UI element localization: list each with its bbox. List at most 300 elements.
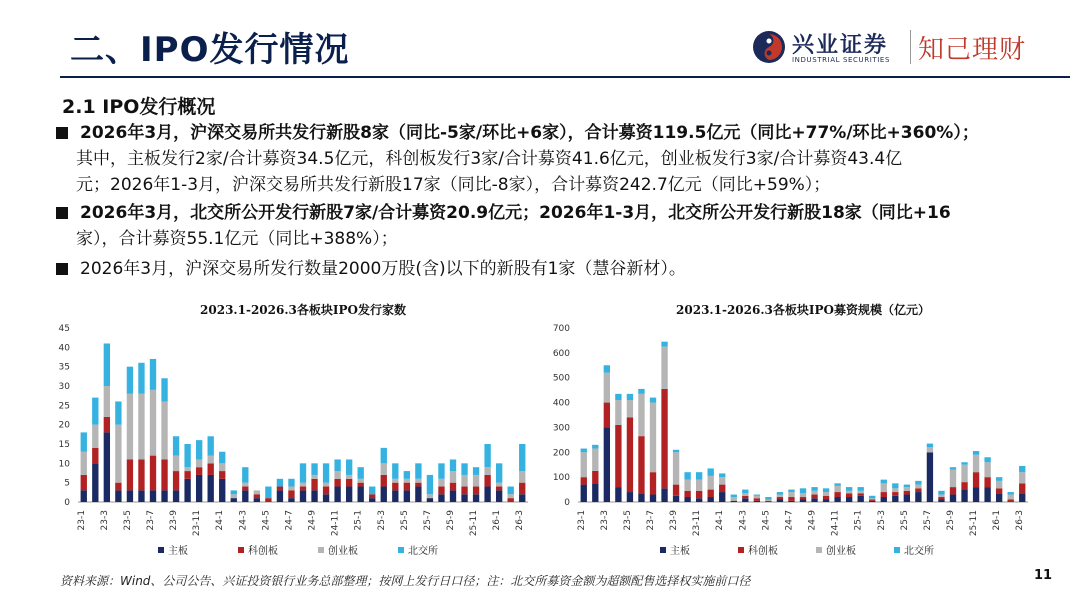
- bar-segment: [127, 367, 133, 394]
- bar-segment: [277, 487, 283, 491]
- bar-segment: [415, 483, 421, 487]
- bullet-square-icon: [56, 127, 68, 139]
- bar-segment: [811, 487, 817, 491]
- bar-segment: [754, 496, 760, 498]
- bar-segment: [173, 456, 179, 471]
- bar-segment: [369, 494, 375, 498]
- bar-segment: [661, 488, 667, 502]
- bar-segment: [1008, 495, 1014, 500]
- y-tick-label: 5: [64, 478, 70, 489]
- bar-segment: [346, 479, 352, 487]
- bar-segment: [684, 480, 690, 491]
- bar-segment: [1019, 483, 1025, 493]
- bar-segment: [765, 497, 771, 499]
- bar-segment: [254, 490, 260, 494]
- bar-segment: [381, 475, 387, 487]
- bar-segment: [731, 495, 737, 497]
- legend-swatch: [398, 547, 404, 553]
- bar-segment: [731, 501, 737, 502]
- bar-segment: [892, 483, 898, 488]
- bar-segment: [788, 497, 794, 501]
- bar-segment: [311, 479, 317, 491]
- bullet-square-icon: [56, 207, 68, 219]
- bar-segment: [708, 490, 714, 497]
- bar-segment: [1008, 492, 1014, 494]
- y-tick-label: 35: [58, 362, 70, 373]
- bar-segment: [892, 492, 898, 496]
- legend-label: 科创板: [248, 546, 278, 557]
- bar-segment: [219, 471, 225, 479]
- bar-segment: [173, 471, 179, 490]
- bar-segment: [765, 500, 771, 501]
- bar-segment: [254, 498, 260, 502]
- bar-segment: [800, 497, 806, 499]
- bar-segment: [334, 471, 340, 479]
- bar-segment: [858, 493, 864, 495]
- bar-segment: [415, 463, 421, 478]
- bar-segment: [104, 386, 110, 417]
- bar-segment: [427, 475, 433, 494]
- ipo-count-chart: [40, 296, 540, 566]
- bar-segment: [104, 343, 110, 386]
- bar-segment: [834, 486, 840, 492]
- bar-segment: [219, 463, 225, 471]
- x-tick-label: 25-3: [376, 510, 387, 531]
- bar-segment: [788, 490, 794, 492]
- x-tick-label: 23-9: [169, 510, 180, 531]
- x-tick-label: 24-11: [330, 510, 341, 537]
- bar-segment: [242, 490, 248, 502]
- bar-segment: [461, 494, 467, 502]
- bar-segment: [1008, 500, 1014, 502]
- bar-segment: [311, 475, 317, 479]
- bar-segment: [450, 471, 456, 483]
- y-tick-label: 700: [552, 324, 570, 334]
- bar-segment: [334, 459, 340, 471]
- bar-segment: [473, 494, 479, 502]
- bar-segment: [254, 494, 260, 498]
- bar-segment: [150, 456, 156, 491]
- chart-title: 2023.1-2026.3各板块IPO募资规模（亿元）: [676, 303, 930, 317]
- bar-segment: [196, 440, 202, 459]
- legend-label: 北交所: [904, 546, 934, 557]
- bar-segment: [858, 491, 864, 493]
- y-tick-label: 500: [552, 373, 570, 384]
- bar-segment: [708, 497, 714, 502]
- x-tick-label: 25-1: [853, 510, 864, 531]
- logo-english-name: INDUSTRIAL SECURITIES: [792, 56, 890, 64]
- bar-segment: [650, 398, 656, 403]
- bar-segment: [450, 483, 456, 491]
- bar-segment: [334, 479, 340, 487]
- bar-segment: [208, 456, 214, 464]
- bullet-line: 家），合计募资55.1亿元（同比+388%）；: [76, 229, 398, 249]
- bar-segment: [754, 501, 760, 502]
- bar-segment: [638, 493, 644, 502]
- y-tick-label: 40: [58, 343, 70, 354]
- y-tick-label: 100: [552, 473, 570, 484]
- bar-segment: [938, 500, 944, 502]
- x-tick-label: 25-5: [899, 510, 910, 531]
- y-tick-label: 30: [58, 382, 70, 392]
- bar-segment: [334, 487, 340, 502]
- bar-segment: [150, 390, 156, 456]
- bar-segment: [708, 476, 714, 490]
- bar-segment: [138, 363, 144, 394]
- bar-segment: [231, 490, 237, 494]
- bar-segment: [127, 490, 133, 502]
- bar-segment: [673, 450, 679, 452]
- bar-segment: [661, 347, 667, 389]
- x-tick-label: 26-3: [515, 510, 526, 531]
- bar-segment: [438, 494, 444, 502]
- y-tick-label: 600: [552, 348, 570, 359]
- bar-segment: [150, 359, 156, 390]
- bar-segment: [881, 483, 887, 492]
- bar-segment: [604, 427, 610, 502]
- bar-segment: [461, 487, 467, 495]
- logo-chinese-name: 兴业证券: [792, 33, 889, 58]
- bar-segment: [115, 425, 121, 483]
- bar-segment: [346, 475, 352, 479]
- bar-segment: [869, 500, 875, 501]
- bar-segment: [358, 467, 364, 479]
- bar-segment: [684, 497, 690, 502]
- x-tick-label: 24-5: [261, 510, 272, 531]
- bar-segment: [696, 472, 702, 479]
- bar-segment: [984, 462, 990, 477]
- bar-segment: [742, 493, 748, 495]
- bar-segment: [858, 496, 864, 502]
- bar-segment: [904, 485, 910, 487]
- bar-segment: [881, 492, 887, 497]
- bar-segment: [708, 468, 714, 475]
- y-tick-label: 10: [58, 459, 70, 470]
- bar-segment: [615, 394, 621, 400]
- bar-segment: [592, 471, 598, 483]
- bar-segment: [358, 479, 364, 483]
- bar-segment: [323, 483, 329, 487]
- x-tick-label: 25-9: [446, 510, 456, 531]
- bar-segment: [484, 444, 490, 467]
- bar-segment: [288, 487, 294, 491]
- bar-segment: [627, 400, 633, 417]
- bar-segment: [161, 459, 167, 490]
- bar-segment: [615, 400, 621, 425]
- bar-segment: [438, 479, 444, 487]
- bar-segment: [81, 490, 87, 502]
- x-tick-label: 24-11: [830, 510, 841, 537]
- bar-segment: [696, 491, 702, 498]
- bar-segment: [173, 436, 179, 455]
- bullet-point: [56, 120, 1072, 198]
- bar-segment: [519, 494, 525, 502]
- bar-segment: [242, 483, 248, 487]
- bar-segment: [184, 479, 190, 502]
- bar-segment: [323, 463, 329, 482]
- bar-segment: [496, 490, 502, 502]
- bar-segment: [473, 475, 479, 487]
- bar-segment: [811, 498, 817, 502]
- x-tick-label: 23-1: [576, 510, 587, 531]
- bar-segment: [184, 467, 190, 471]
- bar-segment: [104, 432, 110, 502]
- x-tick-label: 24-3: [238, 510, 249, 531]
- bar-segment: [81, 432, 87, 451]
- bar-segment: [961, 465, 967, 482]
- bar-segment: [1019, 472, 1025, 483]
- bar-segment: [604, 403, 610, 428]
- bar-segment: [742, 496, 748, 498]
- bar-segment: [638, 394, 644, 436]
- bar-segment: [765, 501, 771, 502]
- legend-swatch: [238, 547, 244, 553]
- bar-segment: [161, 378, 167, 401]
- bar-segment: [115, 401, 121, 424]
- bar-segment: [369, 487, 375, 495]
- bar-segment: [127, 394, 133, 460]
- bar-segment: [127, 459, 133, 490]
- bar-segment: [673, 485, 679, 496]
- bar-segment: [777, 492, 783, 494]
- bar-segment: [950, 467, 956, 469]
- bar-segment: [742, 498, 748, 502]
- bar-segment: [719, 485, 725, 492]
- bar-segment: [404, 490, 410, 502]
- bar-segment: [581, 477, 587, 484]
- bar-segment: [81, 452, 87, 475]
- bar-segment: [415, 479, 421, 483]
- bar-segment: [834, 492, 840, 497]
- bar-segment: [288, 490, 294, 498]
- bar-segment: [508, 494, 514, 498]
- bar-segment: [81, 475, 87, 490]
- bar-segment: [696, 498, 702, 502]
- legend-swatch: [660, 547, 666, 553]
- x-tick-label: 25-5: [399, 510, 410, 531]
- bar-segment: [869, 501, 875, 502]
- bar-segment: [996, 488, 1002, 493]
- y-tick-label: 20: [58, 420, 70, 431]
- bar-segment: [381, 448, 387, 463]
- x-tick-label: 24-9: [807, 510, 818, 531]
- ipo-count-chart-svg: [40, 296, 540, 566]
- bar-segment: [858, 487, 864, 491]
- bar-segment: [927, 447, 933, 452]
- x-tick-label: 23-3: [599, 510, 610, 531]
- bar-segment: [92, 448, 98, 463]
- x-tick-label: 23-7: [146, 510, 156, 531]
- bar-segment: [484, 475, 490, 487]
- x-tick-label: 26-1: [992, 510, 1003, 531]
- y-tick-label: 45: [58, 324, 70, 334]
- bar-segment: [358, 487, 364, 502]
- bar-segment: [581, 485, 587, 502]
- bar-segment: [219, 479, 225, 502]
- bar-segment: [731, 497, 737, 501]
- bar-segment: [300, 487, 306, 491]
- bar-segment: [627, 492, 633, 502]
- legend-label: 主板: [168, 546, 188, 557]
- bar-segment: [461, 475, 467, 487]
- bar-segment: [754, 495, 760, 496]
- bar-segment: [115, 490, 121, 502]
- bar-segment: [208, 436, 214, 455]
- bar-segment: [461, 463, 467, 475]
- bar-segment: [288, 479, 294, 487]
- bar-segment: [938, 491, 944, 495]
- x-tick-label: 25-7: [922, 510, 933, 531]
- bar-segment: [996, 493, 1002, 502]
- bar-segment: [438, 487, 444, 495]
- x-tick-label: 23-1: [76, 510, 87, 531]
- bar-segment: [265, 498, 271, 502]
- y-tick-label: 400: [552, 398, 570, 409]
- x-tick-label: 23-3: [99, 510, 110, 531]
- x-tick-label: 25-7: [422, 510, 433, 531]
- bar-segment: [915, 492, 921, 502]
- bar-segment: [581, 449, 587, 453]
- y-tick-label: 0: [564, 498, 570, 508]
- logo-separator: [910, 30, 911, 64]
- bullet-line: 2026年3月，北交所公开发行新股7家/合计募资20.9亿元；2026年1-3月，北交所公开发行新股18家（同比+16: [80, 203, 951, 223]
- bar-segment: [673, 496, 679, 502]
- bar-segment: [650, 472, 656, 494]
- bar-segment: [777, 497, 783, 499]
- bar-segment: [754, 498, 760, 500]
- bar-segment: [684, 491, 690, 497]
- bar-segment: [800, 488, 806, 493]
- bar-segment: [519, 444, 525, 471]
- bar-segment: [777, 495, 783, 497]
- x-tick-label: 24-1: [215, 510, 226, 531]
- legend-label: 主板: [670, 546, 690, 557]
- bar-segment: [996, 477, 1002, 481]
- bar-segment: [915, 481, 921, 485]
- legend-swatch: [816, 547, 822, 553]
- bar-segment: [369, 498, 375, 502]
- x-tick-label: 23-5: [622, 510, 633, 531]
- bar-segment: [950, 487, 956, 494]
- bullet-line: 2026年3月，沪深交易所发行数量2000万股(含)以下的新股有1家（慧谷新材）。: [80, 259, 686, 279]
- bar-segment: [984, 477, 990, 487]
- bar-segment: [615, 487, 621, 502]
- bar-segment: [811, 495, 817, 499]
- logo-slogan: 知己理财: [918, 35, 1027, 65]
- bar-segment: [638, 389, 644, 394]
- bar-segment: [404, 479, 410, 483]
- x-tick-label: 25-9: [946, 510, 956, 531]
- bar-segment: [173, 490, 179, 502]
- bar-segment: [300, 463, 306, 482]
- bar-segment: [904, 491, 910, 495]
- section-title: 2.1 IPO发行概况: [62, 96, 216, 118]
- bar-segment: [392, 479, 398, 483]
- bar-segment: [927, 444, 933, 448]
- bar-segment: [592, 449, 598, 471]
- bar-segment: [138, 394, 144, 460]
- page-number: 11: [1034, 568, 1053, 583]
- bar-segment: [927, 452, 933, 502]
- bar-segment: [811, 491, 817, 495]
- bar-segment: [973, 451, 979, 455]
- bar-segment: [92, 425, 98, 448]
- bar-segment: [696, 480, 702, 491]
- ipo-amount-chart: [540, 296, 1040, 566]
- bar-segment: [277, 490, 283, 502]
- bar-segment: [869, 498, 875, 499]
- bar-segment: [615, 425, 621, 487]
- bar-segment: [881, 497, 887, 502]
- bar-segment: [788, 492, 794, 497]
- bar-segment: [973, 487, 979, 502]
- bullet-line: 其中，主板发行2家/合计募资34.5亿元，科创板发行3家/合计募资41.6亿元，创业板发行3家/合计募资43.4亿: [76, 149, 903, 169]
- bar-segment: [346, 459, 352, 474]
- bar-segment: [869, 496, 875, 498]
- bar-segment: [208, 475, 214, 502]
- bar-segment: [196, 459, 202, 467]
- bar-segment: [196, 467, 202, 475]
- legend-label: 北交所: [408, 546, 438, 557]
- bar-segment: [823, 488, 829, 492]
- bar-segment: [138, 490, 144, 502]
- bar-segment: [1019, 493, 1025, 502]
- bar-segment: [777, 500, 783, 502]
- bar-segment: [358, 483, 364, 487]
- bar-segment: [392, 483, 398, 491]
- logo-icon: [752, 30, 786, 64]
- bar-segment: [519, 471, 525, 483]
- bar-segment: [719, 492, 725, 502]
- x-tick-label: 23-5: [122, 510, 133, 531]
- y-tick-label: 0: [64, 498, 70, 508]
- header-divider: [60, 76, 1070, 78]
- legend-swatch: [318, 547, 324, 553]
- bar-segment: [311, 463, 317, 475]
- bar-segment: [346, 487, 352, 502]
- bar-segment: [984, 457, 990, 462]
- bar-segment: [473, 487, 479, 495]
- bar-segment: [973, 472, 979, 487]
- bar-segment: [231, 498, 237, 502]
- bar-segment: [961, 490, 967, 502]
- bar-segment: [638, 436, 644, 493]
- bar-segment: [404, 471, 410, 479]
- bullet-line: 2026年3月，沪深交易所共发行新股8家（同比-5家/环比+6家），合计募资119.5亿元（同比+77%/环比+360%）；: [80, 123, 979, 143]
- bar-segment: [627, 394, 633, 400]
- bullet-point: [56, 200, 1072, 252]
- bar-segment: [592, 483, 598, 502]
- bullet-line: 元；2026年1-3月，沪深交易所共发行新股17家（同比-8家），合计募资242.7亿元（同比+59%）；: [76, 175, 831, 195]
- bar-segment: [496, 483, 502, 487]
- bar-segment: [438, 463, 444, 478]
- bar-segment: [104, 417, 110, 432]
- bar-segment: [823, 500, 829, 502]
- bar-segment: [950, 470, 956, 487]
- x-tick-label: 25-11: [469, 510, 480, 537]
- x-tick-label: 23-9: [669, 510, 680, 531]
- bar-segment: [231, 494, 237, 498]
- bar-segment: [650, 403, 656, 473]
- x-tick-label: 23-11: [692, 510, 703, 537]
- bar-segment: [915, 485, 921, 489]
- bar-segment: [684, 472, 690, 479]
- legend-label: 创业板: [328, 546, 358, 557]
- bar-segment: [938, 495, 944, 497]
- legend-swatch: [738, 547, 744, 553]
- bar-segment: [1019, 466, 1025, 472]
- bar-segment: [961, 462, 967, 464]
